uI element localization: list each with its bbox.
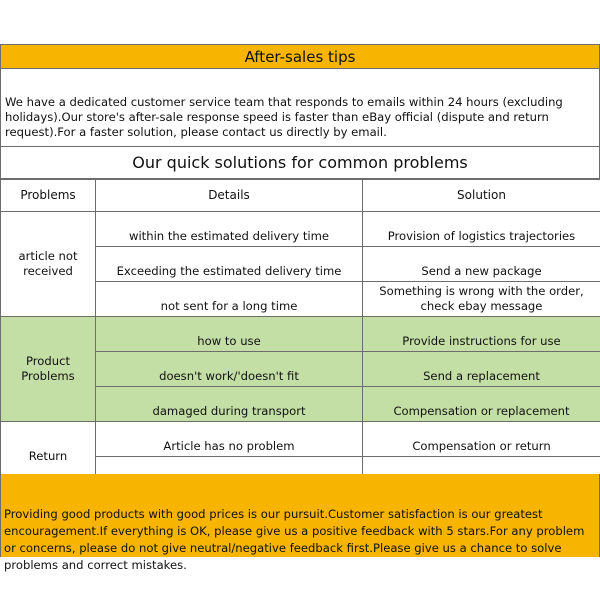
after-sales-title: After-sales tips bbox=[0, 45, 600, 69]
after-sales-sheet bbox=[0, 44, 600, 492]
solution-cell: Send a new package bbox=[363, 247, 600, 282]
detail-cell: how to use bbox=[96, 317, 363, 352]
solution-cell: Compensation or replacement bbox=[363, 387, 600, 422]
detail-cell: not sent for a long time bbox=[96, 282, 363, 317]
table-header-row bbox=[1, 180, 600, 212]
intro-paragraph: We have a dedicated customer service team that responds to emails within 24 hours (excluding holidays).Our store's after-sale response speed is faster than eBay official (dispute and return request).For a faster solution, please contact us directly by email. bbox=[0, 69, 600, 147]
category-return: Return bbox=[1, 422, 96, 492]
table-row bbox=[1, 422, 600, 457]
detail-cell: Exceeding the estimated delivery time bbox=[96, 247, 363, 282]
category-product-problems: Product Problems bbox=[1, 317, 96, 422]
header-solution: Solution bbox=[363, 180, 600, 212]
header-problems: Problems bbox=[1, 180, 96, 212]
solution-cell: Provide instructions for use bbox=[363, 317, 600, 352]
solution-cell: Compensation or return bbox=[363, 422, 600, 457]
detail-cell: Article has no problem bbox=[96, 422, 363, 457]
solution-cell: Provision of logistics trajectories bbox=[363, 212, 600, 247]
category-not-received: article not received bbox=[1, 212, 96, 317]
detail-cell: within the estimated delivery time bbox=[96, 212, 363, 247]
solutions-title: Our quick solutions for common problems bbox=[0, 147, 600, 179]
header-details: Details bbox=[96, 180, 363, 212]
detail-cell: damaged during transport bbox=[96, 387, 363, 422]
feedback-footer: Providing good products with good prices is our pursuit.Customer satisfaction is our greatest encouragement.If everything is OK, please give us a positive feedback with 5 stars.For any problem or concerns, please do not give neutral/negative feedback first.Please give us a chance to solve problems and correct mistakes. bbox=[0, 474, 600, 557]
table-row bbox=[1, 317, 600, 352]
solution-cell: Something is wrong with the order, check ebay message bbox=[363, 282, 600, 317]
solutions-table bbox=[0, 179, 600, 492]
solution-cell: Send a replacement bbox=[363, 352, 600, 387]
detail-cell: doesn't work/'doesn't fit bbox=[96, 352, 363, 387]
table-row bbox=[1, 212, 600, 247]
